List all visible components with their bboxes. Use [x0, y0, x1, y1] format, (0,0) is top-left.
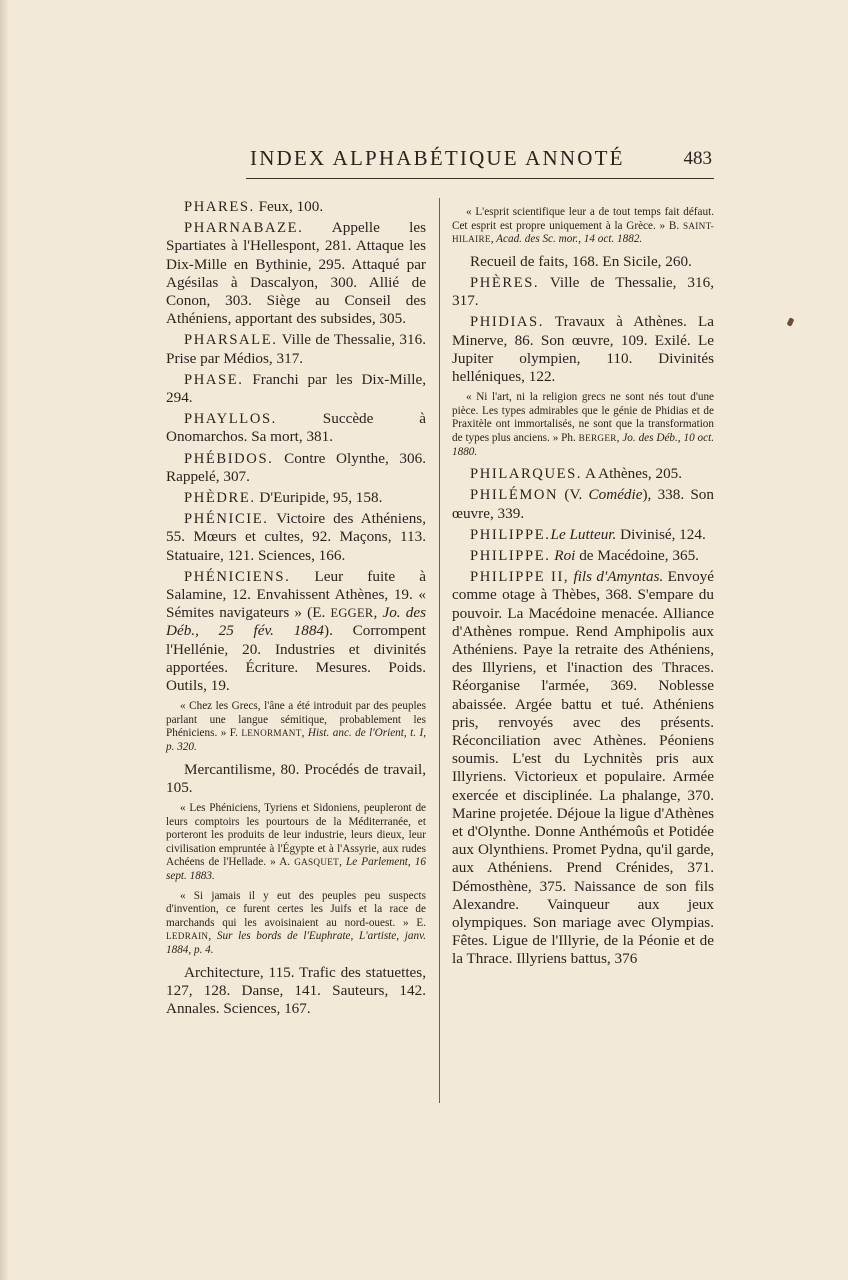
paragraph: Architecture, 115. Trafic des statuettes, 127, 128. Danse, 141. Sauteurs, 142. Annales. Sciences, 167. — [166, 963, 426, 1017]
page-number: 483 — [683, 148, 712, 169]
index-entry — [166, 331, 426, 367]
headword: PHARNABAZE. — [184, 220, 304, 237]
entry-text: Envoyé comme otage à Thèbes, 368. S'empare du pouvoir. La Macédoine menacée. Alliance d'Athènes rompue. Rend Amphipolis aux Athéniens. Paye la retraite des Athéniens, des Illyriens, et l'inaction des Thraces. Réorganise l'armée, 369. Noblesse abaissée. Argée battu et tué. Athéniens pris, renvoyés avec des présents. Réconciliation avec Athènes. Péoniens soumis. L'est du Lychnitès pris aux Illyriens. Victorieux et populaire. Armée exercée et disciplinée. La phalange, 370. Marine projetée. Déjoue la ligue d'Athènes et d'Olynthe. Donne Anthémoûs et Potidée aux Olynthiens. Promet Pydna, qu'il garde, aux Athéniens. Prend Crénides, 371. Démosthène, 375. Naissance de son fils Alexandre. Vainqueur aux jeux olympiques. Son mariage avec Olympias. Fêtes. Ligue de l'Illyrie, de la Péonie et de la Thrace. Illyriens battus, 376 — [452, 568, 714, 968]
entry-text: Travaux à Athènes. La Minerve, 86. Son œuvre, 109. Exilé. Le Jupiter olympien, 110. Divinités helléniques, 122. — [452, 313, 714, 385]
index-entry — [452, 274, 714, 310]
header-title: INDEX ALPHABÉTIQUE ANNOTÉ — [250, 146, 625, 170]
quote-text: « Ni l'art, ni la religion grecs ne sont nés tout d'une pièce. Les types admirables que le génie de Phidias et de Praxitèle ont immortalisés, ne sont que la transformation de types plus anciens. » Ph. — [452, 391, 714, 444]
entry-text: de Macédoine, 365. — [575, 546, 699, 564]
index-entry — [166, 198, 426, 216]
quotation — [166, 700, 426, 754]
paragraph: Recueil de faits, 168. En Sicile, 260. — [470, 252, 692, 270]
headword: PHAYLLOS. — [184, 411, 277, 428]
headword: PHILIPPE II, — [470, 569, 570, 586]
author-name: GASQUET — [294, 857, 340, 868]
entry-text: (V. — [558, 486, 589, 504]
quote-text: « L'esprit scientifique leur a de tout temps fait défaut. Cet esprit est propre uniquement à la Grèce. » B. — [452, 206, 714, 232]
citation: Le Lutteur. — [550, 525, 617, 543]
ink-mark — [787, 317, 795, 326]
index-entry — [166, 450, 426, 486]
entry-text: ), 338. Son œuvre, 339. — [452, 486, 714, 522]
headword: PHIDIAS. — [470, 314, 545, 331]
index-entry — [166, 371, 426, 407]
headword: PHILIPPE. — [470, 526, 551, 543]
header-rule — [246, 178, 714, 179]
author-name: LEDRAIN — [166, 931, 209, 942]
index-entry — [166, 219, 426, 328]
entry-text: Leur fuite à Salamine, 12. Envahissent Athènes, 19. « Sémites navigateurs » (E. — [166, 567, 426, 622]
left-column — [166, 198, 426, 1021]
quotation — [452, 206, 714, 247]
index-entry — [452, 547, 714, 565]
citation: , Hist. anc. de l'Orient, t. I, p. 320. — [166, 727, 427, 754]
index-entry — [452, 313, 714, 386]
author-name: SAINT-HILAIRE — [452, 220, 714, 245]
entry-text: Appelle les Spartiates à l'Hellespont, 281. Attaque les Dix-Mille en Bythinie, 295. Attaqué par Agésilas à Dascalyon, 300. Allié de Conon, 303. Siège au Conseil des Athéniens, apportant des subsides, 305. — [166, 219, 426, 328]
right-column — [452, 198, 714, 972]
paragraph: Mercantilisme, 80. Procédés de travail, 105. — [166, 760, 426, 796]
quote-text: « Chez les Grecs, l'âne a été introduit par des peuples parlant une langue sémitique, probablement les Phéniciens. » F. — [166, 700, 426, 740]
index-entry — [166, 568, 426, 695]
citation: fils d'Amyntas. — [569, 568, 664, 586]
entry-text: Contre Olynthe, 306. Rappelé, 307. — [166, 449, 426, 485]
column-divider — [439, 198, 440, 1103]
entry-text: A Athènes, 205. — [582, 465, 683, 483]
citation: , Sur les bords de l'Euphrate, L'artiste, janv. 1884, p. 4. — [166, 930, 426, 956]
entry-text: Ville de Thessalie, 316. Prise par Médios, 317. — [166, 331, 426, 367]
author-name: BERGER — [578, 432, 617, 443]
headword: PHÉNICIENS. — [184, 568, 291, 585]
entry-text: Divinisé, 124. — [616, 525, 706, 543]
headword: PHILIPPE. — [470, 547, 551, 564]
author-name: LENORMANT — [241, 728, 302, 739]
headword: PHASE. — [184, 371, 244, 388]
running-header — [246, 142, 714, 182]
index-entry — [452, 486, 714, 522]
entry-text: ). Corrompent l'Hellénie, 20. Industries et divinités apportées. Écriture. Mesures. Poids. Outils, 19. — [166, 622, 426, 695]
citation: Roi — [550, 546, 576, 564]
entry-text: Succède à Onomarchos. Sa mort, 381. — [166, 410, 426, 446]
entry-text: D'Euripide, 95, 158. — [255, 489, 383, 507]
headword: PHARES. — [184, 199, 255, 215]
citation: , Jo. des Déb., 10 oct. 1880. — [452, 431, 715, 458]
entry-text: , — [373, 604, 383, 622]
index-entry — [166, 489, 426, 507]
quote-text: « Si jamais il y eut des peuples peu suspects d'invention, ce furent certes les Juifs et la race de marchands qui les avoisinaient au nord-ouest. » E. — [166, 889, 426, 929]
headword: PHÈDRE. — [184, 490, 256, 507]
author-name: EGGER — [330, 606, 374, 621]
index-entry — [452, 465, 714, 483]
quote-text: « Les Phéniciens, Tyriens et Sidoniens, peupleront de leurs comptoirs les pourtours de la Méditerranée, et porteront les produits de leur industrie, leurs dieux, leur civilisation empruntée à l'Égypte et à l'Assyrie, aux rudes Achéens de l'Hellade. » A. — [166, 802, 426, 869]
quotation — [166, 802, 426, 884]
headword: PHARSALE. — [184, 332, 278, 349]
entry-text: Feux, 100. — [254, 198, 324, 215]
citation: , Le Parlement, 16 sept. 1883. — [166, 856, 426, 883]
headword: PHÉNICIE. — [184, 511, 269, 528]
index-entry — [452, 526, 714, 544]
page-edge — [0, 0, 8, 1280]
quotation — [166, 890, 426, 958]
headword: PHILARQUES. — [470, 466, 583, 483]
headword: PHÉBIDOS. — [184, 450, 274, 467]
headword: PHÈRES. — [470, 274, 540, 291]
entry-text: Franchi par les Dix-Mille, 294. — [166, 370, 426, 407]
citation: Comédie — [588, 486, 643, 504]
quotation — [452, 391, 714, 459]
entry-text: Victoire des Athéniens, 55. Mœurs et cultes, 92. Maçons, 113. Statuaire, 121. Sciences, 166. — [166, 510, 426, 564]
entry-text: Ville de Thessalie, 316, 317. — [452, 273, 714, 310]
citation: , Acad. des Sc. mor., 14 oct. 1882. — [490, 233, 643, 246]
citation: Jo. des Déb., 25 fév. 1884 — [166, 604, 426, 640]
index-entry — [452, 568, 714, 968]
index-entry — [166, 510, 426, 565]
index-entry — [166, 410, 426, 446]
headword: PHILÉMON — [470, 487, 559, 504]
